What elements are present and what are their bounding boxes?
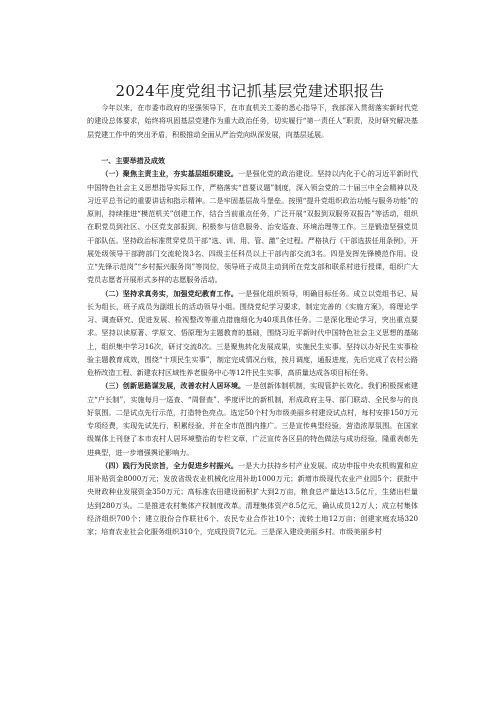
item-paragraph-2	[87, 287, 418, 380]
item-text: 一是创新体制机制，实现管护长效化。我们积极探索建立“户长制”，实施每月一巡查、“周督查”、季度评比的新机制，形成政府主导、部门联动、全民参与的良好氛围。二是试点先行示范，打造特色亮点。选定50个村为市级美丽乡村建设试点村，每村安排150万元专项经费，实现先试先行，积累经验，并在全市范围内推广。三是宣传典型经验，营造浓厚氛围。在国家级媒体上刊登了本市农村人居环境整治的专栏文章，广泛宣传各区县的特色做法与成功经验，隆重表彰先进典型，进一步增强舆论影响力。	[87, 381, 419, 457]
section-heading: 一、主要举措及成效	[101, 156, 166, 165]
item-text: 一是强化党的政治建设。坚持以内化于心的习近平新时代中国特色社会主义思想指导实际工作，严格落实“首要议题”制度，深入领会党的二十届三中全会精神以及习近平总书记的重要讲话和指示精神。二是牢固基层战斗堡垒。按照“提升党组织政治功能与服务功能”的原则，持续推进“模范机关”创建工作，结合当前重点任务，广泛开展“双报到双服务双报告”等活动，组织在职党员到社区、小区党支部报到，积极参与信息服务、治安巡查、环境治理等工作。三是锻造坚强党员干部队伍。坚持政治标准贯穿党员干部“选、训、用、管、激”全过程。严格执行《干部选拔任用条例》，开展处级领导干部跨部门交流轮岗3名、四级主任科员以上干部内部交流3名。四是发挥先锋模范作用。设立“先锋示范岗”“乡村振兴服务岗”等岗位，领导班子成员主动到所在党支部和联系村进行授课，组织广大党员志愿者开展形式多样的志愿服务活动。	[87, 169, 419, 285]
item-lead: （三）创新思路谋发展，改善农村人居环境。	[101, 381, 246, 391]
document-title: 2024年度党组书记抓基层党建述职报告	[115, 82, 385, 100]
item-text: 一是强化组织领导，明确目标任务。成立以党组书记、局长为组长，班子成员为副组长的活动领导小组。围绕党纪学习要求，制定完善的《实施方案》，将理论学习、调查研究、促进发展、检视整改等重点措施细化为40项具体任务。二是深化理论学习，突出重点要求。坚持以读原著、学原文、悟原理为主题教育的基础，围绕习近平新时代中国特色社会主义思想的基础上，组织集中学习16次，研讨交流8次。三是聚焦转化发展成果，实施民生实事。坚持以办好民生实事检验主题教育成效，围绕“十项民生实事”，制定完成情况台账，按月调度，通报进度，先后完成了农村公路危桥改造工程、新建农村区域性养老服务中心等12件民生实事，高质量达成各项目标任务。	[87, 288, 419, 377]
item-text: 一是大力扶持乡村产业发展。成功申报中央农机购置和应用补贴资金8000万元；发放省级农业机械化应用补助1000万元；新增市级现代农业产业园5个；获批中央财政种业发展资金350万元；高标准农田建设面积扩大到2万亩，粮食总产量达13.5亿斤，生猪出栏量达到280万头。二是推进农村集体产权制度改革。清理集体资产8.5亿元，确认成员12万人；成立村集体经济组织700个；建立股份合作联社6个、农民专业合作社10个；流转土地12万亩；创建家庭农场320家；培育农业社会化服务组织310个，完成投资7亿元。三是深入建设美丽乡村。市级美丽乡村	[87, 460, 419, 536]
intro-paragraph: 今年以来，在市委市政府的坚强领导下，在市直机关工委的悉心指导下，我部深入贯彻落实新时代党的建设总体要求，始终将巩固基层党建作为重大政治任务，切实履行“第一责任人”职责，及时研究解决基层党建工作中的突出矛盾，积极推动全面从严治党向纵深发展，向基层延展。	[87, 103, 418, 139]
item-lead: （一）聚焦主责主业，夯实基层组织建设。	[101, 169, 239, 179]
item-lead: （二）坚持求真务实，加强党纪教育工作。	[101, 288, 239, 298]
item-paragraph-3	[87, 379, 418, 459]
item-lead: （四）践行为民宗旨，全力促进乡村振兴。	[101, 460, 239, 470]
document-body	[87, 101, 418, 538]
item-paragraph-1	[87, 167, 418, 286]
item-paragraph-4	[87, 459, 418, 539]
